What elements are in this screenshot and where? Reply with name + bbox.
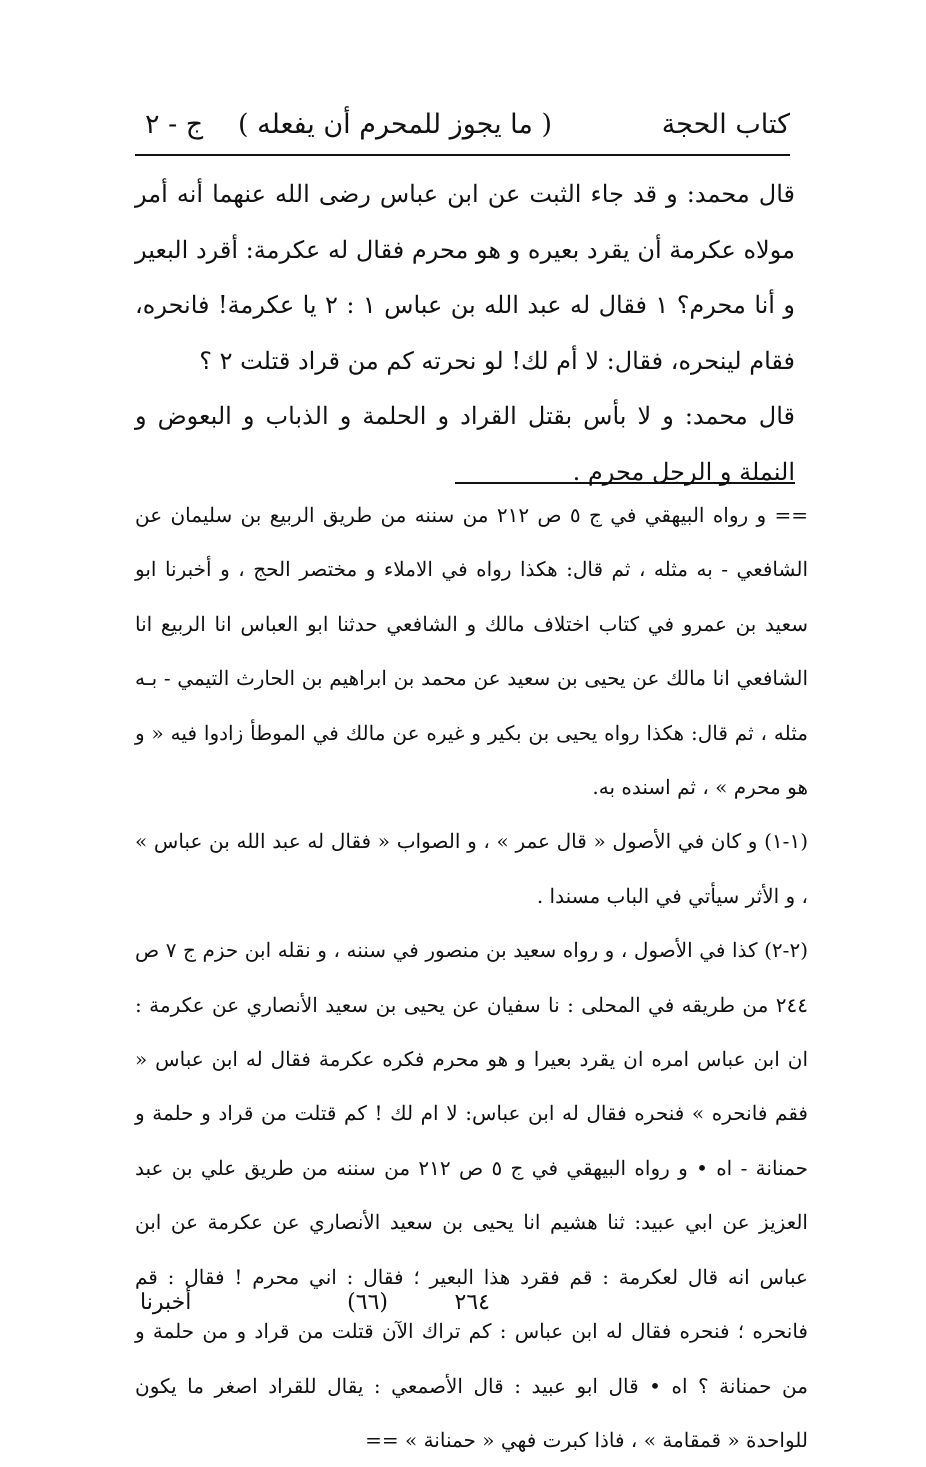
main-paragraph: قال محمد: و قد جاء الثبت عن ابن عباس رضى الله عنهما أنه أمر مولاه عكرمة أن يقرد بعيره و هو محرم فقال له عكرمة: أقرد البعير و أنا محرم؟ ١ فقال له عبد الله بن عباس ١ : ٢ يا عكرمة! فانحره، فقام لينحره، فقال: لا أم لك! لو نحرته كم من قراد قتلت ٢ ؟	[135, 180, 795, 375]
footnote-separator	[455, 482, 795, 484]
book-title: كتاب الحجة	[661, 109, 790, 140]
footnote-2: (٢-٢) كذا في الأصول ، و رواه سعيد بن منصور في سننه ، و نقله ابن حزم ج ٧ ص ٢٤٤ من طريقه في المحلى : نا سفيان عن يحيى بن سعيد الأنصاري عن عكرمة : ان ابن عباس امره ان يقرد بعيرا و هو محرم فكره عكرمة فقال له ابن عباس « فقم فانحره » فنحره فقال له ابن عباس: لا ام لك ! كم قتلت من قراد و حلمة و حمنانة - اه • و رواه البيهقي في ج ٥ ص ٢١٢ من سننه من طريق علي بن عبد العزيز عن ابي عبيد: ثنا هشيم انا يحيى بن سعيد الأنصاري عن عكرمة عن ابن عباس انه قال لعكرمة : قم فقرد هذا البعير ؛ فقال : اني محرم ! فقال : قم فانحره ؛ فنحره فقال له ابن عباس : كم تراك الآن قتلت من قراد و من حلمة و من حمنانة ؟ اه • قال ابو عبيد : قال الأصمعي : يقال للقراد اصغر ما يكون للواحدة « قمقامة » ، فاذا كبرت فهي « حمنانة » ==	[135, 938, 808, 1452]
volume-number: ج - ٢	[145, 109, 204, 140]
sequence-number: (٦٦)	[347, 1290, 388, 1315]
chapter-title: ( ما يجوز للمحرم أن يفعله )	[238, 109, 552, 140]
running-header	[135, 100, 790, 150]
main-text	[135, 167, 795, 500]
footnote-1: (١-١) و كان في الأصول « قال عمر » ، و الصواب « فقال له عبد الله بن عباس » ، و الأثر سيأتي في الباب مسندا .	[135, 829, 808, 908]
page-number: ٢٦٤	[454, 1290, 490, 1315]
footnote-continuation: == و رواه البيهقي في ج ٥ ص ٢١٢ من سننه من طريق الربيع بن سليمان عن الشافعي - به مثله ، ثم قال: هكذا رواه في الاملاء و مختصر الحج ، و أخبرنا ابو سعيد بن عمرو في كتاب اختلاف مالك و الشافعي حدثنا ابو العباس انا الربيع انا الشافعي انا مالك عن يحيى بن سعيد عن محمد بن ابراهيم بن الحارث التيمي - بـه مثله ، ثم قال: هكذا رواه يحيى بن بكير و غيره عن مالك في الموطأ زادوا فيه « و هو محرم » ، ثم اسنده به.	[135, 503, 808, 800]
page-footer	[140, 1283, 790, 1323]
main-paragraph: قال محمد: و لا بأس بقتل القراد و الحلمة و الذباب و البعوض و النملة و الرجل محرم .	[135, 402, 795, 486]
catchword: أخبرنا	[140, 1290, 192, 1315]
header-rule	[135, 154, 790, 156]
